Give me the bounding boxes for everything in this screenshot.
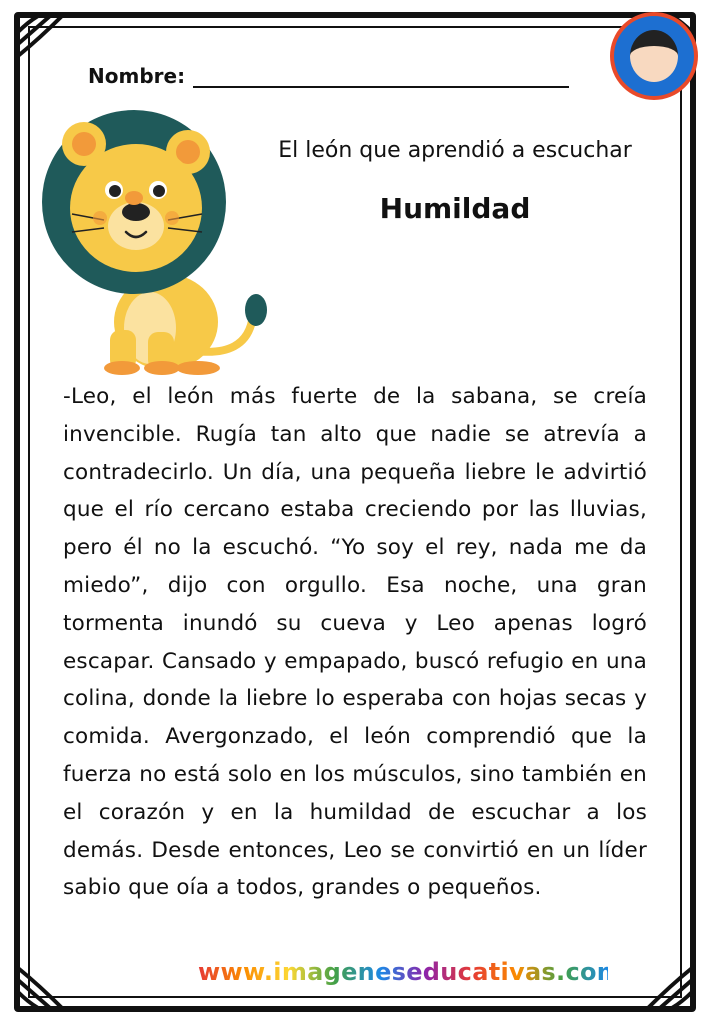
corner-ornament xyxy=(14,12,84,82)
story-title: El león que aprendió a escuchar xyxy=(278,138,632,163)
name-label: Nombre: xyxy=(88,64,186,88)
corner-ornament xyxy=(626,942,696,1012)
story-paragraph: -Leo, el león más fuerte de la sabana, se creía invencible. Rugía tan alto que nadie se atrevía a contradecirlo. Un día, una pequeña liebre le advirtió que el río cercano estaba creciendo por las lluvias, pero él no la escuchó. “Yo soy el rey, nada me da miedo”, dijo con orgullo. Esa noche, una gran tormenta inundó su cueva y Leo apenas logró escapar. Cansado y empapado, buscó refugio en una colina, donde la liebre lo esperaba con hojas secas y comida. Avergonzado, el león comprendió que la fuerza no está solo en los músculos, sino también en el corazón y en la humildad de escuchar a los demás. Desde entonces, Leo se convirtió en un líder sabio que oía a todos, grandes o pequeños. xyxy=(63,384,647,901)
corner-ornament xyxy=(14,942,84,1012)
name-blank-line[interactable] xyxy=(193,68,569,88)
value-heading: Humildad xyxy=(379,192,531,225)
teacher-avatar-logo-icon xyxy=(610,12,698,100)
logo-face xyxy=(630,30,678,82)
website-footer: www.imageneseducativas.com xyxy=(198,958,623,986)
name-field-row xyxy=(88,64,569,88)
